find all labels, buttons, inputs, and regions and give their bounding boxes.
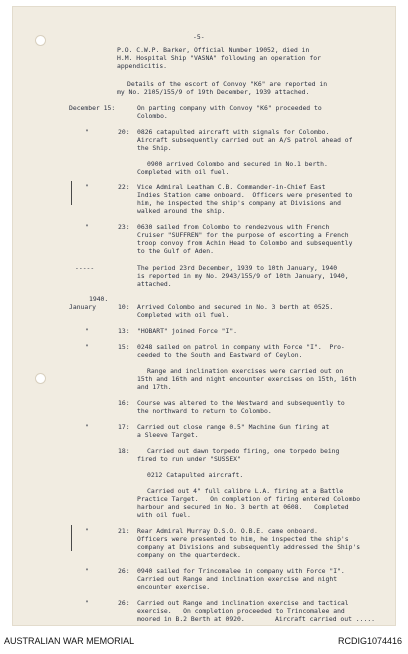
text-line: ceeded to the South and Eastward of Ceylon. <box>137 351 303 359</box>
entry-day: 13: <box>118 327 130 335</box>
text-line: Vice Admiral Leatham C.B. Commander-in-Chief East <box>137 183 326 191</box>
entry-day: 10: <box>118 303 130 311</box>
text-line: Rear Admiral Murray D.S.O. O.B.E. came onboard. <box>137 527 318 535</box>
text-line: him, he inspected the ship's company at Divisions and <box>137 199 341 207</box>
text-line: Completed with oil fuel. <box>137 168 230 176</box>
text-line: Carried out dawn torpedo firing, one torpedo being <box>147 447 340 455</box>
margin-mark <box>71 525 72 551</box>
archive-footer <box>0 628 408 654</box>
ditto-mark: " <box>85 183 89 191</box>
text-line: Colombo. <box>137 112 168 120</box>
page-number: -5- <box>193 33 205 41</box>
text-line: to the Gulf of Aden. <box>137 247 214 255</box>
text-line: Completed with oil fuel. <box>137 311 230 319</box>
text-line: 0248 sailed on patrol in company with Force "I". Pro- <box>137 343 345 351</box>
text-line: Cruiser "SUFFREN" for the purpose of escorting a French <box>137 231 349 239</box>
text-line: P.O. C.W.P. Barker, Official Number 19052, died in <box>117 46 310 54</box>
entry-day: 15: <box>118 343 130 351</box>
entry-day: 18: <box>118 447 130 455</box>
text-line: The period 23rd December, 1939 to 10th January, 1940 <box>137 264 338 272</box>
text-line: fired to run under "SUSSEX" <box>137 455 241 463</box>
text-line: Practice Target. On completion of firing entered Colombo <box>137 495 361 503</box>
entry-date: December 15: <box>69 104 116 112</box>
entry-day: 26: <box>118 567 130 575</box>
ditto-mark: " <box>85 128 89 136</box>
text-line: company at Divisions and subsequently addressed the Ship's <box>137 543 361 551</box>
text-line: my No. 2105/155/9 of 19th December, 1939 attached. <box>117 88 310 96</box>
text-line: H.M. Hospital Ship "VASNA" following an operation for <box>117 54 321 62</box>
text-line: company on the quarterdeck. <box>137 551 241 559</box>
catchword: Aircraft carried out ..... <box>275 615 376 623</box>
entry-day: 21: <box>118 527 130 535</box>
text-line: 0630 sailed from Colombo to rendezvous with French <box>137 223 330 231</box>
text-line: is reported in my No. 2943/155/9 of 10th January, 1940, <box>137 272 349 280</box>
entry-day: 22: <box>118 183 130 191</box>
separator-dashes: ----- <box>75 264 95 272</box>
text-line: Carried out close range 0.5" Machine Gun firing at <box>137 423 330 431</box>
text-line: Indies Station came onboard. Officers were presented to <box>137 191 353 199</box>
text-line: harbour and secured in No. 3 berth at 0608. Completed <box>137 503 349 511</box>
text-line: encounter exercise. <box>137 583 211 591</box>
text-line: troop convoy from Achin Head to Colombo and subsequently <box>137 239 353 247</box>
text-line: 15th and 16th and night encounter exercises on 15th, 16th <box>137 375 357 383</box>
text-line: Range and inclination exercises were carried out on <box>147 367 344 375</box>
text-line: the northward to return to Colombo. <box>137 407 272 415</box>
ditto-mark: " <box>85 567 89 575</box>
text-line: 0826 catapulted aircraft with signals for Colombo. <box>137 128 330 136</box>
text-line: Aircraft subsequently carried out an A/S patrol ahead of <box>137 136 353 144</box>
text-line: Details of the escort of Convoy "K6" are reported in <box>127 80 328 88</box>
text-line: the Ship. <box>137 144 172 152</box>
ditto-mark: " <box>85 327 89 335</box>
entry-date: January <box>69 303 96 311</box>
text-line: a Sleeve Target. <box>137 431 199 439</box>
ditto-mark: " <box>85 599 89 607</box>
footer-institution: AUSTRALIAN WAR MEMORIAL <box>4 636 135 646</box>
text-line: "HOBART" joined Force "I". <box>137 327 238 335</box>
text-line: moored in B.2 Berth at 0920. <box>137 615 245 623</box>
text-line: 0940 sailed for Trincomalee in company with Force "I". <box>137 567 345 575</box>
text-line: On parting company with Convoy "K6" proceeded to <box>137 104 322 112</box>
text-line: appendicitis. <box>117 62 168 70</box>
entry-day: 17: <box>118 423 130 431</box>
entry-day: 26: <box>118 599 130 607</box>
text-line: Carried out 4" full calibre L.A. firing at a Battle <box>147 487 344 495</box>
ditto-mark: " <box>85 527 89 535</box>
entry-day: 23: <box>118 223 130 231</box>
punch-hole-top <box>35 35 46 46</box>
year-heading: 1940. <box>89 295 109 303</box>
text-line: Course was altered to the Westward and subsequently to <box>137 399 345 407</box>
text-line: and 17th. <box>137 383 172 391</box>
text-line: with oil fuel. <box>137 511 191 519</box>
footer-record-id: RCDIG1074416 <box>337 636 402 646</box>
text-line: walked around the ship. <box>137 207 226 215</box>
ditto-mark: " <box>85 343 89 351</box>
punch-hole-bottom <box>35 373 46 384</box>
ditto-mark: " <box>85 223 89 231</box>
entry-day: 16: <box>118 399 130 407</box>
margin-mark <box>71 181 72 205</box>
text-line: Arrived Colombo and secured in No. 3 berth at 0525. <box>137 303 334 311</box>
text-line: 0900 arrived Colombo and secured in No.1 berth. <box>147 160 328 168</box>
text-line: Officers were presented to him, he inspected the ship's <box>137 535 349 543</box>
document-page <box>12 6 396 626</box>
text-line: 0212 Catapulted aircraft. <box>147 471 244 479</box>
ditto-mark: " <box>85 423 89 431</box>
text-line: exercise. On completion proceeded to Trincomalee and <box>137 607 345 615</box>
text-line: Carried out Range and inclination exercise and tactical <box>137 599 349 607</box>
text-line: attached. <box>137 280 172 288</box>
text-line: Carried out Range and inclination exercise and night <box>137 575 338 583</box>
entry-day: 20: <box>118 128 130 136</box>
